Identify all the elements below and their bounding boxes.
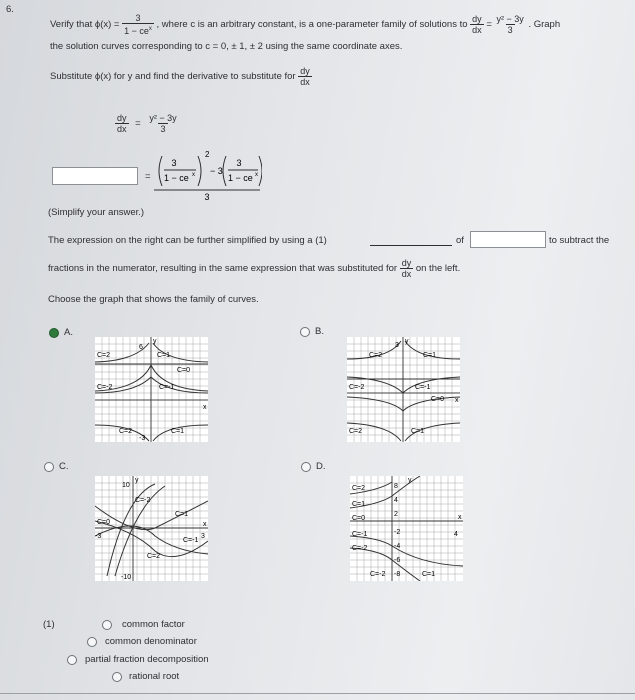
equals-sign: =: [486, 19, 492, 31]
de-rhs-fraction: [495, 14, 526, 35]
graph-d-tick-neg2: -2: [394, 529, 401, 536]
problem-number: 6.: [6, 4, 14, 15]
option-a-label: A.: [64, 327, 73, 338]
expression-part1: The expression on the right can be further simplified by using a (1): [48, 235, 327, 246]
phi-numerator: 3: [135, 13, 141, 23]
eq1-rhs: [147, 113, 178, 134]
graph-c-label-6: 3: [201, 533, 205, 540]
graph-b-label-4: C=0: [431, 396, 445, 403]
graph-a-top-tick: 6: [139, 344, 143, 351]
graph-d[interactable]: [350, 476, 463, 581]
eq2-den-a: 1 − ce: [164, 173, 189, 183]
graph-c-x-label: x: [203, 521, 207, 528]
option-c-radio[interactable]: [44, 462, 54, 472]
graph-b-top-tick: 3: [395, 342, 399, 349]
eq1-rhs-num: y² − 3y: [149, 113, 177, 123]
de-lhs-den: dx: [472, 25, 482, 35]
verify-text: Verify that ϕ(x) =: [50, 19, 120, 31]
graph-b-label-0: C=2: [369, 352, 383, 359]
right-paren-open: [223, 156, 226, 186]
eq1-lhs: [115, 113, 129, 134]
eq2-three-b: 3: [236, 158, 242, 168]
substitute-den: dx: [300, 77, 310, 87]
expression-den: dx: [401, 269, 412, 279]
graph-d-y-label: y: [408, 477, 412, 484]
eq1-lhs-den: dx: [117, 124, 127, 134]
choices-marker: (1): [43, 619, 55, 630]
choice-common-factor-radio[interactable]: [102, 620, 112, 630]
graph-d-tick-neg8: -8: [394, 571, 401, 578]
eq2-overall-den: 3: [204, 192, 210, 202]
graph-c-bottom-tick: -10: [121, 574, 132, 581]
equation-1: [115, 113, 179, 134]
graph-d-grid: [350, 476, 463, 581]
choice-rational-root-radio[interactable]: [112, 672, 122, 682]
graph-a-label-6: C=1: [171, 428, 185, 435]
left-paren-open: [159, 156, 162, 186]
graph-b[interactable]: [347, 337, 460, 442]
choice-rational-root-label: rational root: [129, 671, 180, 682]
graph-d-label-1: C=1: [352, 501, 366, 508]
graph-a-label-3: C=-2: [97, 384, 113, 391]
graph-a-y-label: y: [153, 338, 157, 345]
option-a-radio[interactable]: [49, 328, 59, 338]
eq2-minus3: − 3: [210, 166, 223, 176]
graph-b-label-5: C=2: [349, 428, 363, 435]
substitute-fraction: [298, 66, 312, 87]
de-rhs-num: y² − 3y: [496, 14, 524, 24]
graph-d-tick-neg4: -4: [394, 543, 401, 550]
eq2-exponent: 2: [205, 150, 210, 159]
right-paren-close: [259, 156, 262, 186]
graph-d-tick-neg6: -6: [394, 557, 401, 564]
graph-c-top-tick: 10: [122, 482, 130, 489]
phi-den-sup: x: [148, 26, 152, 32]
problem-statement-line1: [50, 13, 560, 36]
expression-line2: [48, 258, 460, 279]
expression-of: of: [456, 235, 464, 246]
graph-c-label-4: C=2: [147, 553, 161, 560]
of-answer-input[interactable]: [470, 231, 546, 248]
eq1-equals: =: [135, 118, 141, 130]
graph-c-label-2: C=0: [97, 519, 111, 526]
eq2-sup-b: x: [255, 172, 258, 178]
graph-d-label-2: C=0: [352, 515, 366, 522]
graph-a[interactable]: [95, 337, 208, 442]
graph-a-label-0: C=2: [97, 352, 111, 359]
eq2-equals: =: [145, 171, 151, 182]
bottom-divider: [0, 693, 635, 694]
eq1-lhs-num: dy: [117, 113, 127, 123]
graph-b-label-6: C=1: [411, 428, 425, 435]
graph-c-curves: [95, 484, 208, 576]
graph-d-x-label: x: [458, 514, 462, 521]
graph-a-label-4: C=-1: [159, 384, 175, 391]
left-paren-close: [198, 156, 201, 186]
substitute-text: Substitute ϕ(x) for y and find the derivative to substitute for: [50, 71, 296, 83]
derivative-answer-input[interactable]: [52, 167, 138, 185]
problem-statement-line2: the solution curves corresponding to c = 0, ± 1, ± 2 using the same coordinate axes.: [50, 41, 403, 52]
option-c-label: C.: [59, 461, 69, 472]
graph-a-x-label: x: [203, 404, 207, 411]
graph-b-label-3: C=-1: [415, 384, 431, 391]
graph-d-tick-8: 8: [394, 483, 398, 490]
graph-d-label-3: C=-1: [352, 531, 368, 538]
option-d-label: D.: [316, 461, 326, 472]
graph-d-tick-x4: 4: [454, 531, 458, 538]
substitute-num: dy: [300, 66, 310, 76]
graph-word: . Graph: [528, 19, 561, 31]
expression-line2b: on the left.: [415, 263, 461, 275]
graph-c-label-1: C=1: [175, 511, 189, 518]
option-d-radio[interactable]: [301, 462, 311, 472]
graph-d-tick-4: 4: [394, 497, 398, 504]
graph-d-label-5: C=-2: [370, 571, 386, 578]
eq2-three-a: 3: [171, 158, 177, 168]
eq2-sup-a: x: [192, 172, 195, 178]
de-lhs-fraction: [470, 14, 484, 35]
graph-c-label-3: C=-1: [183, 537, 199, 544]
option-b-label: B.: [315, 326, 324, 337]
expression-line2a: fractions in the numerator, resulting in the same expression that was substituted for: [48, 263, 398, 275]
graph-a-label-1: C=1: [157, 352, 171, 359]
expression-part3: to subtract the: [549, 235, 610, 246]
mid-text: , where c is an arbitrary constant, is a one-parameter family of solutions to: [156, 19, 468, 31]
graph-c-label-5: -3: [95, 533, 102, 540]
graph-b-label-2: C=-2: [349, 384, 365, 391]
eq1-rhs-den: 3: [160, 124, 166, 134]
graph-d-tick-2: 2: [394, 511, 398, 518]
phi-denominator: [122, 23, 154, 36]
choice-common-denominator-radio[interactable]: [87, 637, 97, 647]
graph-a-bottom-tick: -3: [139, 435, 146, 442]
graph-a-label-5: C=2: [119, 428, 133, 435]
choice-common-factor-label: common factor: [122, 619, 185, 630]
de-lhs-num: dy: [472, 14, 482, 24]
simplify-note: (Simplify your answer.): [48, 207, 145, 218]
choose-graph-instruction: Choose the graph that shows the family of curves.: [48, 294, 259, 305]
graph-b-y-label: y: [405, 338, 409, 345]
graph-b-x-label: x: [455, 397, 459, 404]
graph-d-label-0: C=2: [352, 485, 366, 492]
graph-d-label-4: C=-2: [352, 545, 368, 552]
choice-partial-fraction-radio[interactable]: [67, 655, 77, 665]
graph-d-curves: [350, 476, 463, 581]
option-b-radio[interactable]: [300, 327, 310, 337]
substitute-instruction: [50, 66, 312, 87]
phi-fraction: [122, 13, 154, 36]
graph-c-label-0: C=-2: [135, 497, 151, 504]
graph-c-y-label: y: [135, 477, 139, 484]
expression-num: dy: [401, 258, 412, 268]
blank-dropdown-1[interactable]: [370, 245, 452, 246]
graph-c[interactable]: [95, 476, 208, 581]
eq2-den-b: 1 − ce: [228, 173, 253, 183]
expression-fraction: [400, 258, 414, 279]
graph-a-label-2: C=0: [177, 367, 191, 374]
eq2-expression: [152, 146, 262, 202]
graph-d-label-6: C=1: [422, 571, 436, 578]
graph-b-label-1: C=1: [423, 352, 437, 359]
choice-common-denominator-label: common denominator: [105, 636, 197, 647]
phi-den-text: 1 − ce: [124, 26, 149, 36]
choice-partial-fraction-label: partial fraction decomposition: [85, 654, 209, 665]
de-rhs-den: 3: [507, 25, 513, 35]
